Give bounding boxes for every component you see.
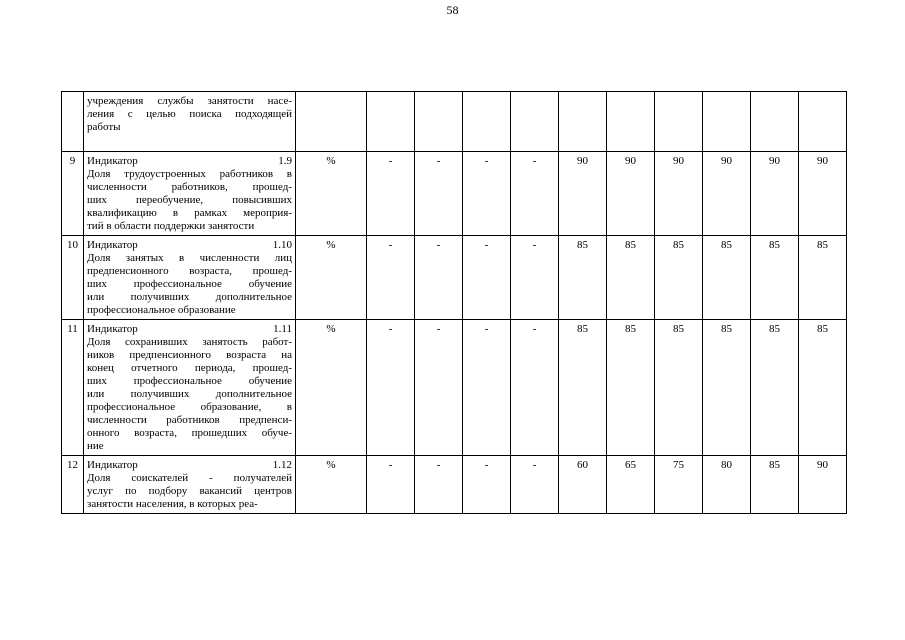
value-cell: - [463, 152, 511, 236]
description-line: численности работников, прошед- [87, 181, 292, 193]
table-row [62, 320, 847, 456]
value-cell: 75 [655, 456, 703, 514]
value-cell [559, 92, 607, 152]
value-cell: 85 [751, 456, 799, 514]
description-line: профессиональное образование [87, 304, 236, 316]
description-line: или получивших дополнительное [87, 388, 292, 400]
value-cell: - [367, 152, 415, 236]
value-cell: 85 [655, 320, 703, 456]
value-cell: - [463, 320, 511, 456]
description-line: профессиональное образование, в [87, 401, 292, 413]
description-line: Доля сохранивших занятость работ- [87, 336, 292, 348]
table-row [62, 456, 847, 514]
description-line: онного возраста, прошедших обуче- [87, 427, 292, 439]
value-cell: 90 [799, 456, 847, 514]
value-cell: 90 [559, 152, 607, 236]
table-row-continuation [62, 92, 847, 152]
value-cell: 85 [751, 320, 799, 456]
description-line: Доля занятых в численности лиц [87, 252, 292, 264]
value-cell: 85 [703, 236, 751, 320]
table-row [62, 236, 847, 320]
description-line: Индикатор 1.12 [87, 459, 292, 471]
row-number-cell: 9 [62, 152, 84, 236]
value-cell [415, 92, 463, 152]
value-cell: 90 [607, 152, 655, 236]
indicator-table [61, 91, 847, 514]
value-cell: - [511, 456, 559, 514]
value-cell [799, 92, 847, 152]
value-cell [655, 92, 703, 152]
description-line: учреждения службы занятости насе- [87, 95, 292, 107]
value-cell: 80 [703, 456, 751, 514]
description-line: или получивших дополнительное [87, 291, 292, 303]
description-line: численности работников предпенси- [87, 414, 292, 426]
description-line: ших профессиональное обучение [87, 375, 292, 387]
value-cell: 90 [751, 152, 799, 236]
value-cell: 85 [751, 236, 799, 320]
value-cell: 85 [607, 236, 655, 320]
value-cell: 85 [559, 320, 607, 456]
description-line: тий в области поддержки занятости [87, 220, 255, 232]
value-cell: - [511, 320, 559, 456]
value-cell: - [415, 152, 463, 236]
description-cell [84, 152, 296, 236]
value-cell: 85 [799, 236, 847, 320]
value-cell: - [367, 236, 415, 320]
value-cell [751, 92, 799, 152]
value-cell [463, 92, 511, 152]
description-line: услуг по подбору вакансий центров [87, 485, 292, 497]
page-number: 58 [446, 3, 459, 17]
value-cell: - [367, 456, 415, 514]
row-number-cell: 11 [62, 320, 84, 456]
row-number-cell: 10 [62, 236, 84, 320]
description-line: квалификацию в рамках мероприя- [87, 207, 292, 219]
unit-cell: % [296, 456, 367, 514]
description-line: ников предпенсионного возраста на [87, 349, 292, 361]
unit-cell: % [296, 152, 367, 236]
unit-cell: % [296, 236, 367, 320]
value-cell: 85 [559, 236, 607, 320]
description-line: работы [87, 121, 121, 133]
value-cell: - [367, 320, 415, 456]
description-line: занятости населения, в которых реа- [87, 498, 258, 510]
unit-cell: % [296, 320, 367, 456]
description-line: конец отчетного периода, прошед- [87, 362, 292, 374]
description-line: Индикатор 1.9 [87, 155, 292, 167]
table-body [62, 92, 847, 514]
description-cell [84, 456, 296, 514]
row-number-cell: 12 [62, 456, 84, 514]
description-line: Доля трудоустроенных работников в [87, 168, 292, 180]
value-cell: - [415, 236, 463, 320]
value-cell: 90 [703, 152, 751, 236]
description-cell [84, 236, 296, 320]
description-line: предпенсионного возраста, прошед- [87, 265, 292, 277]
value-cell [511, 92, 559, 152]
description-cell [84, 92, 296, 152]
value-cell: 60 [559, 456, 607, 514]
value-cell: 90 [655, 152, 703, 236]
description-line: ние [87, 440, 104, 452]
description-line: Индикатор 1.10 [87, 239, 292, 251]
value-cell: 85 [655, 236, 703, 320]
description-line: Доля соискателей - получателей [87, 472, 292, 484]
value-cell [367, 92, 415, 152]
value-cell: 90 [799, 152, 847, 236]
description-line: ления с целью поиска подходящей [87, 108, 292, 120]
description-line: ших профессиональное обучение [87, 278, 292, 290]
description-line: ших переобучение, повысивших [87, 194, 292, 206]
value-cell: 65 [607, 456, 655, 514]
description-line: Индикатор 1.11 [87, 323, 292, 335]
table-row [62, 152, 847, 236]
row-number-cell [62, 92, 84, 152]
description-cell [84, 320, 296, 456]
value-cell: 85 [703, 320, 751, 456]
unit-cell [296, 92, 367, 152]
value-cell: - [415, 456, 463, 514]
value-cell: - [463, 236, 511, 320]
value-cell: 85 [607, 320, 655, 456]
value-cell: - [511, 152, 559, 236]
value-cell: 85 [799, 320, 847, 456]
value-cell [703, 92, 751, 152]
value-cell: - [415, 320, 463, 456]
value-cell: - [511, 236, 559, 320]
value-cell [607, 92, 655, 152]
value-cell: - [463, 456, 511, 514]
